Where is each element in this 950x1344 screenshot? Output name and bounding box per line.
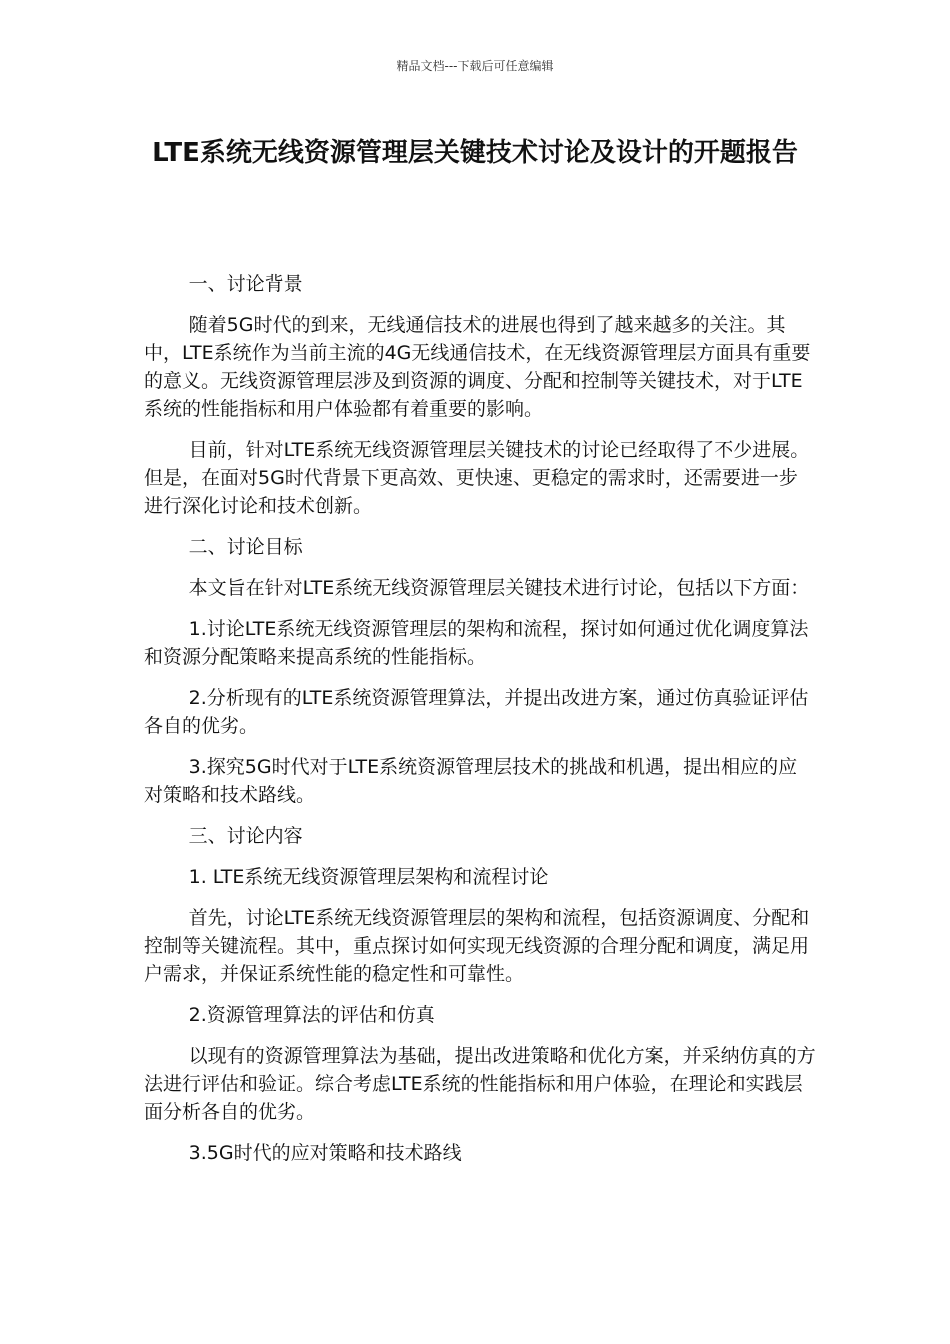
subsection-heading: 1. LTE系统无线资源管理层架构和流程讨论 (188, 866, 549, 888)
paragraph: 以现有的资源管理算法为基础，提出改进策略和优化方案，并采纳仿真的方法进行评估和验证。综合考虑LTE系统的性能指标和用户体验，在理论和实践层面分析各自的优劣。 (144, 1045, 816, 1123)
list-item: 2.分析现有的LTE系统资源管理算法，并提出改进方案，通过仿真验证评估各自的优劣。 (144, 687, 809, 737)
paragraph: 首先，讨论LTE系统无线资源管理层的架构和流程，包括资源调度、分配和控制等关键流程。其中，重点探讨如何实现无线资源的合理分配和调度，满足用户需求，并保证系统性能的稳定性和可靠性。 (144, 907, 810, 985)
section-heading-content: 三、讨论内容 (188, 825, 303, 847)
document-body (144, 270, 816, 1180)
list-item: 1.讨论LTE系统无线资源管理层的架构和流程，探讨如何通过优化调度算法和资源分配策略来提高系统的性能指标。 (144, 618, 809, 668)
paragraph: 随着5G时代的到来，无线通信技术的进展也得到了越来越多的关注。其中，LTE系统作为当前主流的4G无线通信技术，在无线资源管理层方面具有重要的意义。无线资源管理层涉及到资源的调度、分配和控制等关键技术，对于LTE系统的性能指标和用户体验都有着重要的影响。 (144, 314, 811, 420)
subsection-heading: 3.5G时代的应对策略和技术路线 (188, 1142, 462, 1164)
header-note: 精品文档---下载后可任意编辑 (396, 59, 554, 73)
paragraph: 目前，针对LTE系统无线资源管理层关键技术的讨论已经取得了不少进展。但是，在面对5G时代背景下更高效、更快速、更稳定的需求时，还需要进一步进行深化讨论和技术创新。 (144, 439, 810, 517)
list-item: 3.探究5G时代对于LTE系统资源管理层技术的挑战和机遇，提出相应的应对策略和技术路线。 (144, 756, 798, 806)
section-heading-background: 一、讨论背景 (188, 273, 303, 295)
paragraph: 本文旨在针对LTE系统无线资源管理层关键技术进行讨论，包括以下方面： (188, 577, 810, 599)
subsection-heading: 2.资源管理算法的评估和仿真 (188, 1004, 435, 1026)
document-title: LTE系统无线资源管理层关键技术讨论及设计的开题报告 (152, 138, 798, 168)
section-heading-goals: 二、讨论目标 (188, 536, 303, 558)
